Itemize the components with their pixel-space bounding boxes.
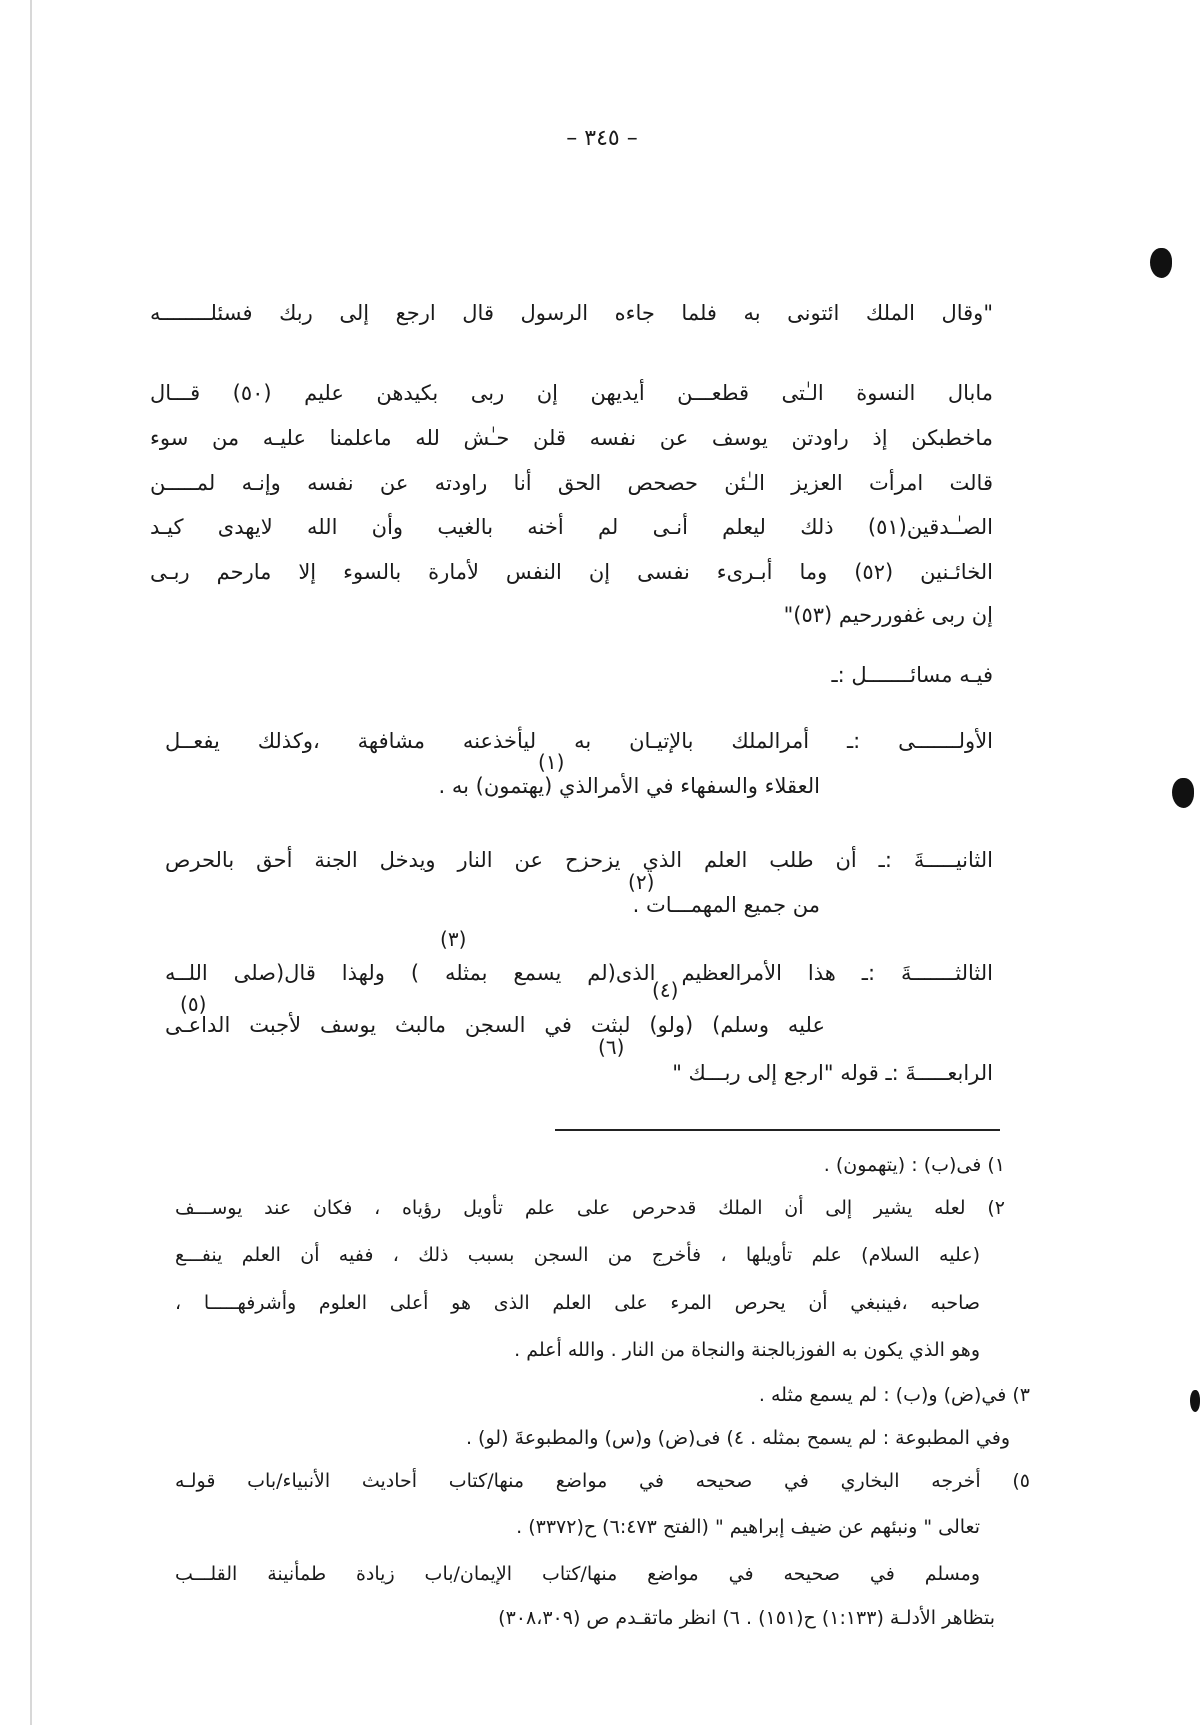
footnote-line: ومسلم في صحيحه في مواضع منها/كتاب الإيمان/باب زيادة طمأنينة القلـــب [175, 1563, 980, 1585]
footnote-ref-5: (٥) [180, 992, 207, 1016]
scan-edge-line [30, 0, 32, 1725]
footnote-line: ١) فى(ب) : (يتهمون) . [823, 1154, 1005, 1176]
issue-first-line: العقلاء والسفهاء في الأمرالذي (يهتمون) به . [438, 774, 820, 798]
footnote-line: (عليه السلام) علم تأويلها ، فأخرج من السجن بسبب ذلك ، ففيه أن العلم ينفـــع [175, 1244, 980, 1266]
verse-line: الخائـنين (٥٢) وما أبـرىء نفسى إن النفس لأمارة بالسوء إلا مارحم ربـى [150, 560, 993, 584]
verse-line: مابال النسوة الـٰتى قطعـــن أيديهن إن ربى بكيدهن عليم (٥٠) قـــال [150, 381, 993, 405]
footnote-separator [555, 1129, 1000, 1131]
ink-blot [1172, 778, 1194, 808]
footnote-line: وفي المطبوعة : لم يسمح بمثله . ٤) فى(ض) و(س) والمطبوعةَ (لو) . [465, 1427, 1010, 1449]
footnote-ref-6: (٦) [598, 1035, 625, 1059]
issue-second-line: من جميع المهمـــات . [632, 893, 820, 917]
issue-fourth-line: الرابعـــــةَ :ـ قوله "ارجع إلى ربـــك " [672, 1061, 993, 1085]
page-number: – ٣٤٥ – [566, 126, 638, 151]
verse-line: ماخطبكن إذ راودتن يوسف عن نفسه قلن حـٰش لله ماعلمنا عليـه من سوء [150, 426, 993, 450]
footnote-ref-3: (٣) [440, 927, 467, 951]
ink-blot [1190, 1390, 1200, 1412]
issues-heading: فيـه مسائـــــــل :ـ [831, 663, 993, 687]
verse-line: "وقال الملك ائتونى به فلما جاءه الرسول قال ارجع إلى ربك فسئلــــــــه [150, 301, 993, 325]
footnote-line: تعالى " ونبئهم عن ضيف إبراهيم " (الفتح ٦:٤٧٣) ح(٣٣٧٢) . [516, 1516, 980, 1538]
ink-blot [1150, 248, 1172, 278]
issue-second-line: الثانيـــــةَ :ـ أن طلب العلم الذي يزحزح عن النار ويدخل الجنة أحق بالحرص [165, 848, 993, 872]
verse-line: إن ربى غفوررحيم (٥٣)" [783, 603, 993, 627]
issue-third-line: عليه وسلم) (ولو) لبثت في السجن مالبث يوسف لأجبت الداعـى [165, 1013, 825, 1037]
footnote-line: صاحبه ،فينبغي أن يحرص المرء على العلم الذى هو أعلى العلوم وأشرفهـــــا ، [175, 1292, 980, 1314]
verse-line: قالت امرأت العزيز الـٰئن حصحص الحق أنا راودته عن نفسه وإنـه لمـــــن [150, 471, 993, 495]
footnote-line: وهو الذي يكون به الفوزبالجنة والنجاة من النار . والله أعلم . [514, 1339, 980, 1361]
issue-third-line: الثالثـــــــةَ :ـ هذا الأمرالعظيم الذى(لم يسمع بمثله ) ولهذا قال(صلى اللــه [165, 961, 993, 985]
footnote-line: ٢) لعله يشير إلى أن الملك قدحرص على علم تأويل رؤياه ، فكان عند يوســـف [175, 1197, 1005, 1219]
footnote-ref-2: (٢) [628, 870, 655, 894]
footnote-line: بتظاهر الأدلـة (١:١٣٣) ح(١٥١) . ٦) انظر ماتقـدم ص (٣٠٨،٣٠٩) [498, 1607, 995, 1629]
footnote-ref-1: (١) [538, 750, 565, 774]
footnote-line: ٥) أخرجه البخاري في صحيحه في مواضع منها/كتاب أحاديث الأنبياء/باب قولـه [175, 1470, 1030, 1492]
footnote-line: ٣) في(ض) و(ب) : لم يسمع مثله . [758, 1384, 1030, 1406]
footnote-ref-4: (٤) [652, 978, 679, 1002]
issue-first-line: الأولـــــــى :ـ أمرالملك بالإتيـان به ليأخذعنه مشافهة ،وكذلك يفعــل [165, 729, 993, 753]
verse-line: الصـٰـدقين(٥١) ذلك ليعلم أنـى لم أخنه بالغيب وأن الله لايهدى كيـد [150, 515, 993, 539]
